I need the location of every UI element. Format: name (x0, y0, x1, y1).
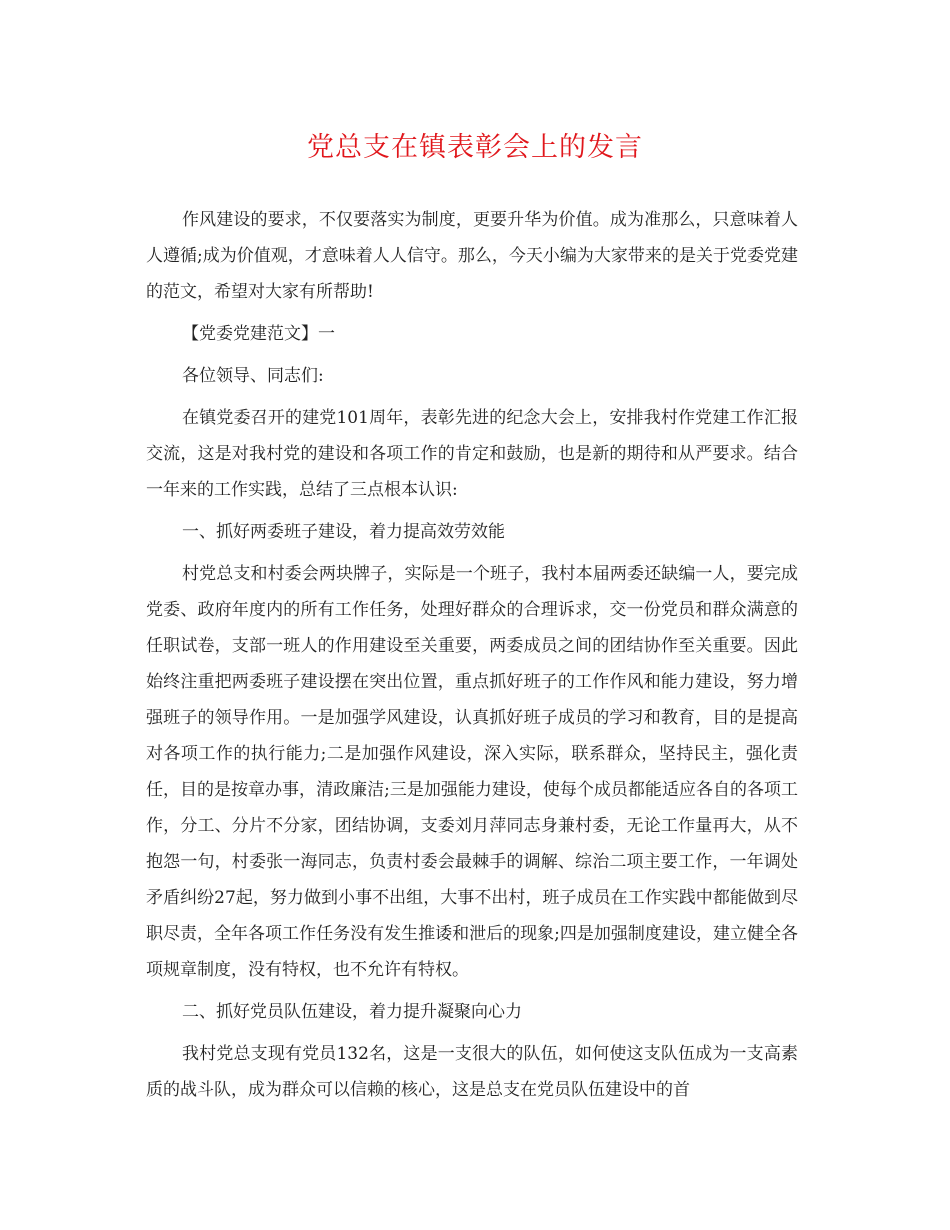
paragraph-salutation: 各位领导、同志们: (182, 366, 324, 386)
paragraph-section-heading: 【党委党建范文】一 (182, 324, 335, 344)
document-title: 党总支在镇表彰会上的发言 (307, 132, 643, 163)
paragraph-opening: 在镇党委召开的建党101周年，表彰先进的纪念大会上，安排我村作党建工作汇报交流，这是对我村党的建设和各项工作的肯定和鼓励，也是新的期待和从严要求。结合一年来的工作实践，总结了三点根本认识: (146, 408, 798, 500)
paragraph-intro: 作风建设的要求，不仅要落实为制度，更要升华为价值。成为准那么，只意味着人人遵循;成为价值观，才意味着人人信守。那么，今天小编为大家带来的是关于党委党建的范文，希望对大家有所帮助! (146, 210, 798, 302)
paragraph-body-1: 村党总支和村委会两块牌子，实际是一个班子，我村本届两委还缺编一人，要完成党委、政府年度内的所有工作任务，处理好群众的合理诉求，交一份党员和群众满意的任职试卷，支部一班人的作用建设至关重要，两委成员之间的团结协作至关重要。因此始终注重把两委班子建设摆在突出位置，重点抓好班子的工作作风和能力建设，努力增强班子的领导作用。一是加强学风建设，认真抓好班子成员的学习和教育，目的是提高对各项工作的执行能力;二是加强作风建设，深入实际，联系群众，坚持民主，强化责任，目的是按章办事，清政廉洁;三是加强能力建设，使每个成员都能适应各自的各项工作，分工、分片不分家，团结协调，支委刘月萍同志身兼村委，无论工作量再大，从不抱怨一句，村委张一海同志，负责村委会最棘手的调解、综治二项主要工作，一年调处矛盾纠纷27起，努力做到小事不出组，大事不出村，班子成员在工作实践中都能做到尽职尽责，全年各项工作任务没有发生推诿和泄后的现象;四是加强制度建设，建立健全各项规章制度，没有特权，也不允许有特权。 (146, 564, 798, 980)
paragraph-body-2: 我村党总支现有党员132名，这是一支很大的队伍，如何使这支队伍成为一支高素质的战斗队，成为群众可以信赖的核心，这是总支在党员队伍建设中的首 (146, 1044, 798, 1100)
paragraph-heading-1: 一、抓好两委班子建设，着力提高效劳效能 (182, 522, 505, 542)
document-body (146, 202, 798, 1108)
paragraph-heading-2: 二、抓好党员队伍建设，着力提升凝聚向心力 (182, 1002, 522, 1022)
